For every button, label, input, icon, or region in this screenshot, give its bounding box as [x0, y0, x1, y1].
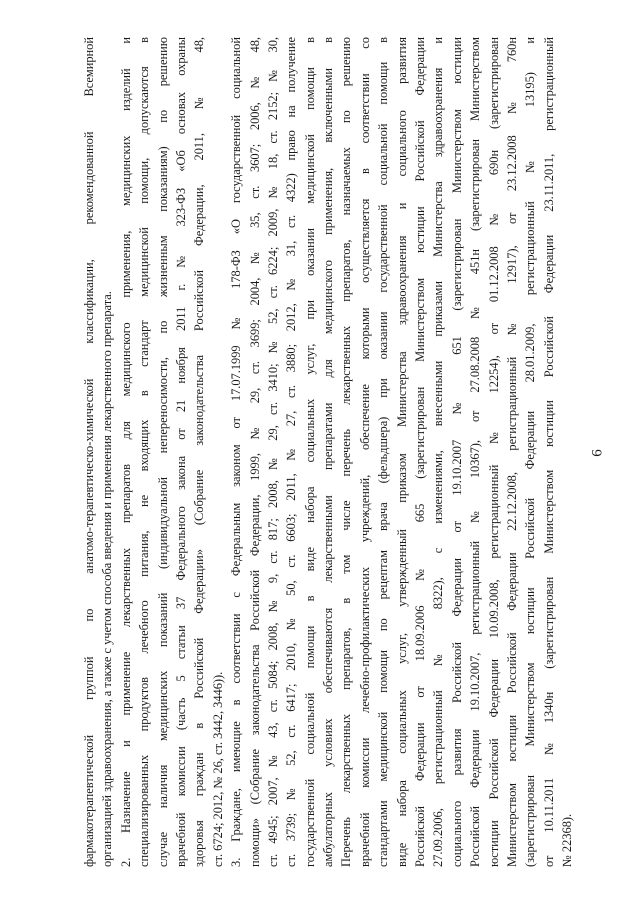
- text-line: помощи» (Собрание законодательства Российской Федерации, 1999, № 29, ст. 3699; 2004, № 35, ст. 3607; 2006, № 48,: [247, 37, 262, 867]
- text-line: Министерством юстиции Российской Федерации 22.12.2008, регистрационный № 12917), от 23.12.2008 № 760н: [504, 37, 519, 867]
- text-line: 27.09.2006, регистрационный № 8322), с изменениями, внесенными приказами Министерства здравоохранения и: [431, 37, 446, 867]
- text-line: амбулаторных условиях обеспечиваются лекарственными препаратами для медицинского применения, включенными в: [321, 37, 336, 867]
- text-line: специализированных продуктов лечебного питания, не входящих в стандарт медицинской помощи, допускаются в: [137, 37, 152, 867]
- text-line: ст. 6724; 2012, № 26, ст. 3442, 3446)).: [210, 671, 225, 867]
- text-line: здоровья граждан в Российской Федерации» (Собрание законодательства Российской Федерации, 2011, № 48,: [192, 37, 207, 867]
- text-line: фармакотерапевтической группой по анатомо-терапевтическо-химической классификации, рекомендованной Всемирной: [82, 37, 96, 867]
- text-line: ст. 3739; № 52, ст. 6417; 2010, № 50, ст. 6603; 2011, № 27, ст. 3880; 2012, № 31, ст. 4322) право на получение: [284, 37, 299, 867]
- text-line: ст. 4945; 2007, № 43, ст. 5084; 2008, № 9, ст. 817; 2008, № 29, ст. 3410; № 52, ст. 6224; 2009, № 18, ст. 2152; № 30,: [265, 37, 280, 867]
- text-line: Российской Федерации 19.10.2007, регистрационный № 10367), от 27.08.2008 № 451н (зарегистрирован Министерством: [468, 37, 483, 867]
- text-line: Российской Федерации от 18.09.2006 № 665 (зарегистрирован Министерством юстиции Российской Федерации: [413, 37, 428, 867]
- text-line: 2. Назначение и применение лекарственных препаратов для медицинского применения, медицинских изделий и: [118, 37, 133, 867]
- document-text: [80, 37, 577, 867]
- text-line: стандартами медицинской помощи по рецептам врача (фельдшера) при оказании государственной социальной помощи в: [376, 37, 391, 867]
- text-line: случае наличия медицинских показаний (индивидуальной непереносимости, по жизненным показаниям) по решению: [155, 37, 170, 867]
- text-line: Перечень лекарственных препаратов, в том числе перечень лекарственных препаратов, назначаемых по решению: [339, 37, 354, 867]
- text-line: государственной социальной помощи в виде набора социальных услуг, при оказании медицинской помощи в: [302, 37, 317, 867]
- text-line: (зарегистрирован Министерством юстиции Российской Федерации 28.01.2009, регистрационный № 13195) и: [523, 37, 538, 867]
- text-line: организацией здравоохранения, а также с учетом способа введения и применения лекарственного препарата.: [100, 291, 115, 867]
- text-line: социального развития Российской Федерации от 19.10.2007 № 651 (зарегистрирован Министерством юстиции: [449, 37, 464, 867]
- text-line: 3. Граждане, имеющие в соответствии с Федеральным законом от 17.07.1999 № 178-ФЗ «О государственной социальной: [229, 37, 244, 867]
- text-line: юстиции Российской Федерации 10.09.2008, регистрационный № 12254), от 01.12.2008 № 690н (зарегистрирован: [486, 37, 501, 867]
- page-number: 6: [589, 449, 606, 457]
- text-line: врачебной комиссии (часть 5 статьи 37 Федерального закона от 21 ноября 2011 г. № 323-ФЗ «Об основах охраны: [173, 37, 188, 867]
- rotated-page-body: [80, 37, 575, 867]
- text-line: от 10.11.2011 №1340н (зарегистрирован Министерством юстиции Российской Федерации 23.11.2011, регистрационный: [541, 37, 556, 867]
- text-line: врачебной комиссии лечебно-профилактических учреждений, обеспечение которыми осуществляется в соответствии со: [357, 37, 372, 867]
- text-line: виде набора социальных услуг, утвержденный приказом Министерства здравоохранения и социального развития: [394, 37, 409, 867]
- text-line: № 22368).: [560, 813, 575, 867]
